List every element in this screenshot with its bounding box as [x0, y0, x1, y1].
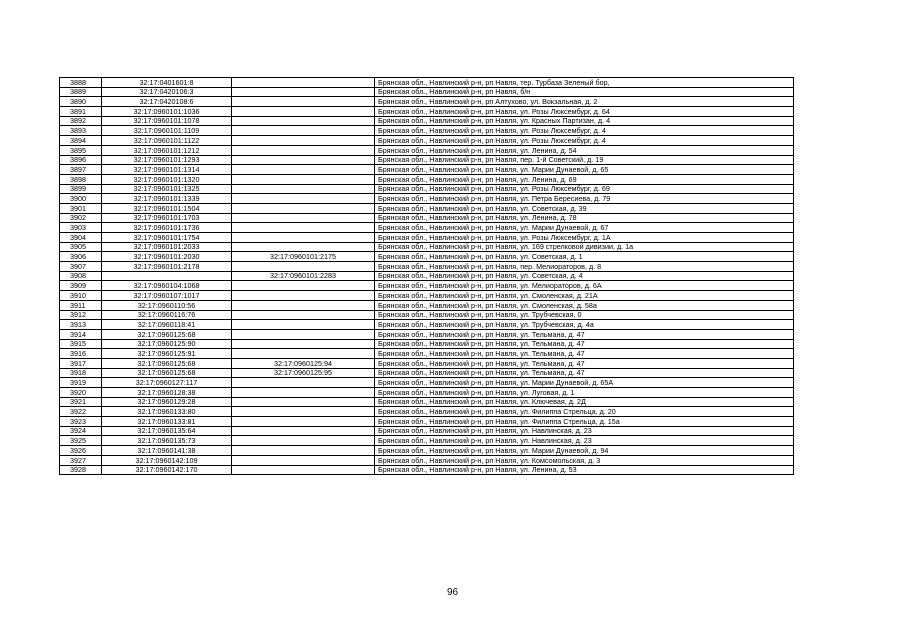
- table-row: [60, 126, 794, 136]
- row-number-cell: 3896: [60, 155, 102, 165]
- address-cell: Брянская обл., Навлинский р-н, рп Навля, ул. 169 стрелковой дивизии, д. 1а: [375, 242, 794, 252]
- row-number-cell: 3910: [60, 291, 102, 301]
- address-cell: Брянская обл., Навлинский р-н, рп Навля, ул. Ленина, д. 78: [375, 213, 794, 223]
- cadastral-number-cell: 32:17:0960142:170: [102, 465, 232, 475]
- cadastral-number-cell: 32:17:0960110:56: [102, 300, 232, 310]
- table-row: [60, 252, 794, 262]
- property-table: [59, 77, 794, 475]
- related-cadastral-number-cell: [232, 194, 375, 204]
- related-cadastral-number-cell: [232, 300, 375, 310]
- table-row: [60, 436, 794, 446]
- related-cadastral-number-cell: 32:17:0960101:2283: [232, 271, 375, 281]
- cadastral-number-cell: 32:17:0960101:1212: [102, 145, 232, 155]
- address-cell: Брянская обл., Навлинский р-н, рп Навля, ул. Навлинская, д. 23: [375, 426, 794, 436]
- table-row: [60, 242, 794, 252]
- row-number-cell: 3909: [60, 281, 102, 291]
- related-cadastral-number-cell: [232, 388, 375, 398]
- address-cell: Брянская обл., Навлинский р-н, рп Навля, ул. Красных Партизан, д. 4: [375, 116, 794, 126]
- cadastral-number-cell: 32:17:0960101:2030: [102, 252, 232, 262]
- cadastral-number-cell: 32:17:0960101:1314: [102, 165, 232, 175]
- related-cadastral-number-cell: [232, 329, 375, 339]
- cadastral-number-cell: 32:17:0960142:109: [102, 455, 232, 465]
- table-row: [60, 378, 794, 388]
- cadastral-number-cell: 32:17:0960125:91: [102, 349, 232, 359]
- related-cadastral-number-cell: [232, 446, 375, 456]
- row-number-cell: 3928: [60, 465, 102, 475]
- related-cadastral-number-cell: [232, 417, 375, 427]
- address-cell: Брянская обл., Навлинский р-н, рп Навля, ул. Ключевая, д. 2Д: [375, 397, 794, 407]
- table-row: [60, 358, 794, 368]
- related-cadastral-number-cell: [232, 136, 375, 146]
- address-cell: Брянская обл., Навлинский р-н, рп Навля, ул. Трубчевская, 0: [375, 310, 794, 320]
- row-number-cell: 3905: [60, 242, 102, 252]
- table-row: [60, 349, 794, 359]
- related-cadastral-number-cell: [232, 165, 375, 175]
- row-number-cell: 3926: [60, 446, 102, 456]
- related-cadastral-number-cell: 32:17:0960125:95: [232, 368, 375, 378]
- row-number-cell: 3912: [60, 310, 102, 320]
- table-row: [60, 426, 794, 436]
- table-row: [60, 407, 794, 417]
- address-cell: Брянская обл., Навлинский р-н, рп Навля, ул. Розы Люксембург, д. 4: [375, 126, 794, 136]
- table-row: [60, 223, 794, 233]
- cadastral-number-cell: 32:17:0960101:1293: [102, 155, 232, 165]
- cadastral-number-cell: 32:17:0960125:68: [102, 368, 232, 378]
- related-cadastral-number-cell: [232, 126, 375, 136]
- table-row: [60, 397, 794, 407]
- related-cadastral-number-cell: [232, 203, 375, 213]
- related-cadastral-number-cell: [232, 310, 375, 320]
- related-cadastral-number-cell: [232, 145, 375, 155]
- row-number-cell: 3925: [60, 436, 102, 446]
- row-number-cell: 3908: [60, 271, 102, 281]
- row-number-cell: 3922: [60, 407, 102, 417]
- address-cell: Брянская обл., Навлинский р-н, рп Навля, ул. Марии Дунаевой, д. 65: [375, 165, 794, 175]
- table-row: [60, 281, 794, 291]
- row-number-cell: 3921: [60, 397, 102, 407]
- table-row: [60, 136, 794, 146]
- related-cadastral-number-cell: 32:17:0960125:94: [232, 358, 375, 368]
- related-cadastral-number-cell: [232, 397, 375, 407]
- row-number-cell: 3916: [60, 349, 102, 359]
- table-row: [60, 271, 794, 281]
- cadastral-number-cell: 32:17:0960101:1736: [102, 223, 232, 233]
- table-row: [60, 184, 794, 194]
- cadastral-number-cell: 32:17:0401601:8: [102, 78, 232, 88]
- address-cell: Брянская обл., Навлинский р-н, рп Навля, ул. Марии Дунаевой, д. 67: [375, 223, 794, 233]
- related-cadastral-number-cell: [232, 291, 375, 301]
- table-row: [60, 446, 794, 456]
- cadastral-number-cell: 32:17:0960104:1068: [102, 281, 232, 291]
- cadastral-number-cell: [102, 271, 232, 281]
- cadastral-number-cell: 32:17:0960133:80: [102, 407, 232, 417]
- table-row: [60, 310, 794, 320]
- address-cell: Брянская обл., Навлинский р-н, рп Навля, ул. Розы Люксембург, д. 4: [375, 136, 794, 146]
- table-row: [60, 155, 794, 165]
- address-cell: Брянская обл., Навлинский р-н, рп Навля, ул. Филиппа Стрельца, д. 15а: [375, 417, 794, 427]
- address-cell: Брянская обл., Навлинский р-н, рп Навля, ул. Филиппа Стрельца, д. 20: [375, 407, 794, 417]
- related-cadastral-number-cell: [232, 378, 375, 388]
- related-cadastral-number-cell: [232, 78, 375, 88]
- table-row: [60, 455, 794, 465]
- address-cell: Брянская обл., Навлинский р-н, рп Навля, ул. Марии Дунаевой, д. 94: [375, 446, 794, 456]
- row-number-cell: 3888: [60, 78, 102, 88]
- cadastral-number-cell: 32:17:0960101:1036: [102, 107, 232, 117]
- cadastral-number-cell: 32:17:0960101:1703: [102, 213, 232, 223]
- cadastral-number-cell: 32:17:0960101:1504: [102, 203, 232, 213]
- page-number: 96: [446, 587, 459, 598]
- related-cadastral-number-cell: [232, 174, 375, 184]
- cadastral-number-cell: 32:17:0420106:3: [102, 87, 232, 97]
- cadastral-number-cell: 32:17:0960101:1320: [102, 174, 232, 184]
- cadastral-number-cell: 32:17:0960101:1109: [102, 126, 232, 136]
- address-cell: Брянская обл., Навлинский р-н, рп Навля, ул. Тельмана, д. 47: [375, 339, 794, 349]
- address-cell: Брянская обл., Навлинский р-н, рп Навля, ул. Комсомольская, д. 3: [375, 455, 794, 465]
- row-number-cell: 3924: [60, 426, 102, 436]
- row-number-cell: 3889: [60, 87, 102, 97]
- address-cell: Брянская обл., Навлинский р-н, рп Навля, б/н: [375, 87, 794, 97]
- table-row: [60, 320, 794, 330]
- table-row: [60, 165, 794, 175]
- related-cadastral-number-cell: [232, 465, 375, 475]
- cadastral-number-cell: 32:17:0960135:64: [102, 426, 232, 436]
- row-number-cell: 3898: [60, 174, 102, 184]
- cadastral-number-cell: 32:17:0960116:76: [102, 310, 232, 320]
- table-row: [60, 203, 794, 213]
- table-row: [60, 107, 794, 117]
- row-number-cell: 3920: [60, 388, 102, 398]
- table-row: [60, 368, 794, 378]
- cadastral-number-cell: 32:17:0960125:68: [102, 358, 232, 368]
- address-cell: Брянская обл., Навлинский р-н, рп Навля, тер. Турбаза Зеленый бор,: [375, 78, 794, 88]
- row-number-cell: 3901: [60, 203, 102, 213]
- row-number-cell: 3893: [60, 126, 102, 136]
- row-number-cell: 3904: [60, 233, 102, 243]
- row-number-cell: 3914: [60, 329, 102, 339]
- related-cadastral-number-cell: [232, 97, 375, 107]
- row-number-cell: 3902: [60, 213, 102, 223]
- table-row: [60, 465, 794, 475]
- related-cadastral-number-cell: [232, 407, 375, 417]
- table-row: [60, 194, 794, 204]
- address-cell: Брянская обл., Навлинский р-н, рп Навля, ул. Трубчевская, д. 4а: [375, 320, 794, 330]
- table-row: [60, 388, 794, 398]
- table-row: [60, 174, 794, 184]
- row-number-cell: 3911: [60, 300, 102, 310]
- cadastral-number-cell: 32:17:0960101:1339: [102, 194, 232, 204]
- address-cell: Брянская обл., Навлинский р-н, рп Навля, ул. Советская, д. 1: [375, 252, 794, 262]
- address-cell: Брянская обл., Навлинский р-н, рп Навля, ул. Ленина, д. 54: [375, 145, 794, 155]
- row-number-cell: 3892: [60, 116, 102, 126]
- row-number-cell: 3897: [60, 165, 102, 175]
- cadastral-number-cell: 32:17:0960101:1078: [102, 116, 232, 126]
- row-number-cell: 3919: [60, 378, 102, 388]
- address-cell: Брянская обл., Навлинский р-н, рп Алтухово, ул. Вокзальная, д. 2: [375, 97, 794, 107]
- related-cadastral-number-cell: 32:17:0960101:2175: [232, 252, 375, 262]
- cadastral-number-cell: 32:17:0960101:1122: [102, 136, 232, 146]
- cadastral-number-cell: 32:17:0960133:81: [102, 417, 232, 427]
- table-row: [60, 339, 794, 349]
- row-number-cell: 3899: [60, 184, 102, 194]
- cadastral-number-cell: 32:17:0960107:1017: [102, 291, 232, 301]
- related-cadastral-number-cell: [232, 339, 375, 349]
- related-cadastral-number-cell: [232, 426, 375, 436]
- row-number-cell: 3918: [60, 368, 102, 378]
- address-cell: Брянская обл., Навлинский р-н, рп Навля, ул. Навлинская, д. 23: [375, 436, 794, 446]
- related-cadastral-number-cell: [232, 436, 375, 446]
- related-cadastral-number-cell: [232, 242, 375, 252]
- address-cell: Брянская обл., Навлинский р-н, рп Навля, ул. Петра Бересиева, д. 79: [375, 194, 794, 204]
- table-row: [60, 300, 794, 310]
- row-number-cell: 3895: [60, 145, 102, 155]
- table-row: [60, 87, 794, 97]
- address-cell: Брянская обл., Навлинский р-н, рп Навля, ул. Тельмана, д. 47: [375, 329, 794, 339]
- cadastral-number-cell: 32:17:0960129:28: [102, 397, 232, 407]
- cadastral-number-cell: 32:17:0420108:6: [102, 97, 232, 107]
- address-cell: Брянская обл., Навлинский р-н, рп Навля, ул. Советская, д. 4: [375, 271, 794, 281]
- table-row: [60, 329, 794, 339]
- related-cadastral-number-cell: [232, 455, 375, 465]
- table-row: [60, 291, 794, 301]
- table-row: [60, 116, 794, 126]
- address-cell: Брянская обл., Навлинский р-н, рп Навля, ул. Смоленская, д. 21А: [375, 291, 794, 301]
- address-cell: Брянская обл., Навлинский р-н, рп Навля, пер. 1-й Советский, д. 19: [375, 155, 794, 165]
- address-cell: Брянская обл., Навлинский р-н, рп Навля, ул. Розы Люксембург, д. 69: [375, 184, 794, 194]
- cadastral-number-cell: 32:17:0960125:90: [102, 339, 232, 349]
- row-number-cell: 3923: [60, 417, 102, 427]
- row-number-cell: 3900: [60, 194, 102, 204]
- table-row: [60, 262, 794, 272]
- row-number-cell: 3890: [60, 97, 102, 107]
- related-cadastral-number-cell: [232, 233, 375, 243]
- related-cadastral-number-cell: [232, 184, 375, 194]
- related-cadastral-number-cell: [232, 281, 375, 291]
- table-row: [60, 233, 794, 243]
- row-number-cell: 3913: [60, 320, 102, 330]
- address-cell: Брянская обл., Навлинский р-н, рп Навля, ул. Тельмана, д. 47: [375, 368, 794, 378]
- cadastral-number-cell: 32:17:0960101:2033: [102, 242, 232, 252]
- row-number-cell: 3907: [60, 262, 102, 272]
- address-cell: Брянская обл., Навлинский р-н, рп Навля, ул. Мелиораторов, д. 6А: [375, 281, 794, 291]
- table-row: [60, 213, 794, 223]
- row-number-cell: 3891: [60, 107, 102, 117]
- address-cell: Брянская обл., Навлинский р-н, рп Навля, ул. Ленина, д. 53: [375, 465, 794, 475]
- related-cadastral-number-cell: [232, 320, 375, 330]
- cadastral-number-cell: 32:17:0960128:38: [102, 388, 232, 398]
- row-number-cell: 3917: [60, 358, 102, 368]
- address-cell: Брянская обл., Навлинский р-н, рп Навля, ул. Марии Дунаевой, д. 65А: [375, 378, 794, 388]
- table-row: [60, 145, 794, 155]
- related-cadastral-number-cell: [232, 107, 375, 117]
- table-row: [60, 97, 794, 107]
- address-cell: Брянская обл., Навлинский р-н, рп Навля, ул. Тельмана, д. 47: [375, 349, 794, 359]
- address-cell: Брянская обл., Навлинский р-н, рп Навля, ул. Розы Люксембург, д. 1А: [375, 233, 794, 243]
- address-cell: Брянская обл., Навлинский р-н, рп Навля, ул. Советская, д. 39: [375, 203, 794, 213]
- related-cadastral-number-cell: [232, 116, 375, 126]
- row-number-cell: 3906: [60, 252, 102, 262]
- address-cell: Брянская обл., Навлинский р-н, рп Навля, ул. Ленина, д. 69: [375, 174, 794, 184]
- cadastral-number-cell: 32:17:0960141:38: [102, 446, 232, 456]
- address-cell: Брянская обл., Навлинский р-н, рп Навля, ул. Смоленская, д. 58а: [375, 300, 794, 310]
- row-number-cell: 3915: [60, 339, 102, 349]
- cadastral-number-cell: 32:17:0960118:41: [102, 320, 232, 330]
- address-cell: Брянская обл., Навлинский р-н, рп Навля, пер. Мелиораторов, д. 8: [375, 262, 794, 272]
- table-row: [60, 417, 794, 427]
- cadastral-number-cell: 32:17:0960101:1754: [102, 233, 232, 243]
- row-number-cell: 3903: [60, 223, 102, 233]
- row-number-cell: 3927: [60, 455, 102, 465]
- table-row: [60, 78, 794, 88]
- related-cadastral-number-cell: [232, 262, 375, 272]
- address-cell: Брянская обл., Навлинский р-н, рп Навля, ул. Луговая, д. 1: [375, 388, 794, 398]
- cadastral-number-cell: 32:17:0960127:117: [102, 378, 232, 388]
- row-number-cell: 3894: [60, 136, 102, 146]
- related-cadastral-number-cell: [232, 87, 375, 97]
- cadastral-number-cell: 32:17:0960135:73: [102, 436, 232, 446]
- cadastral-number-cell: 32:17:0960101:2178: [102, 262, 232, 272]
- related-cadastral-number-cell: [232, 213, 375, 223]
- table-body: [60, 78, 794, 475]
- address-cell: Брянская обл., Навлинский р-н, рп Навля, ул. Розы Люксембург, д. 64: [375, 107, 794, 117]
- related-cadastral-number-cell: [232, 349, 375, 359]
- cadastral-number-cell: 32:17:0960101:1325: [102, 184, 232, 194]
- address-cell: Брянская обл., Навлинский р-н, рп Навля, ул. Тельмана, д. 47: [375, 358, 794, 368]
- cadastral-number-cell: 32:17:0960125:68: [102, 329, 232, 339]
- related-cadastral-number-cell: [232, 223, 375, 233]
- related-cadastral-number-cell: [232, 155, 375, 165]
